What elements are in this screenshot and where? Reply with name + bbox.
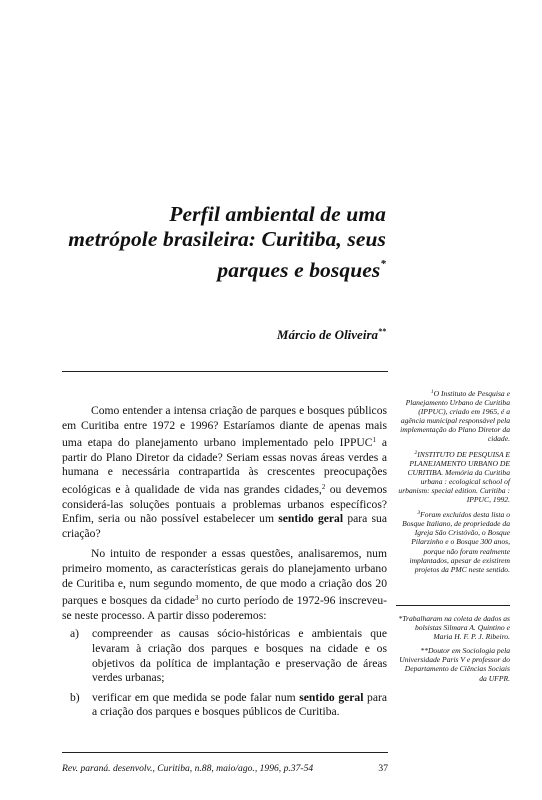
p1-text-b: a partir do Plano Diretor da cidade? Seriam essas novas áreas verdes a humana e necessária contrapartida às crescentes preocupações ecológicas e à qualidade de vida nas grandes cidades, bbox=[62, 436, 388, 496]
author-note-2: **Doutor em Sociologia pela Universidade Paris V e professor do Departamento de Ciências Sociais da UFPR. bbox=[399, 646, 510, 683]
paragraph-2 bbox=[62, 547, 387, 623]
journal-citation: Rev. paraná. desenvolv., Curitiba, n.88, maio/ago., 1996, p.37-54 bbox=[62, 763, 314, 774]
page-footer bbox=[62, 763, 388, 774]
objectives-list bbox=[62, 627, 387, 720]
footer-rule bbox=[62, 752, 388, 753]
author-note-1: *Trabalharam na coleta de dados as bolsistas Silmara A. Quintino e Maria H. F. P. J. Ribeiro. bbox=[398, 614, 510, 642]
page-number: 37 bbox=[378, 763, 388, 774]
footnote-number: 1 bbox=[430, 389, 434, 395]
footnote-1 bbox=[396, 388, 510, 444]
title-line-3 bbox=[46, 252, 386, 283]
footnote-ref-1: 1 bbox=[372, 436, 377, 445]
footnote-ref-3: 3 bbox=[194, 594, 199, 603]
p2-text-b: no curto período de 1972-96 inscreveu-se neste processo. A partir disso poderemos: bbox=[62, 594, 387, 622]
author-footnote-mark: ** bbox=[378, 327, 386, 336]
list-item-text: verificar em que medida se pode falar num bbox=[92, 690, 300, 704]
author-byline bbox=[136, 327, 386, 343]
title-line-3-text: parques e bosques bbox=[217, 258, 381, 282]
footnote-2 bbox=[396, 449, 510, 505]
title-line-2: metrópole brasileira: Curitiba, seus bbox=[68, 227, 386, 251]
margin-footnotes bbox=[396, 388, 510, 579]
p2-text-a: No intuito de responder a essas questões, analisaremos, num primeiro momento, as características gerais do planejamento urbano de Curitiba e, num segundo momento, de que modo a criação dos 20 parques e bosques da cidade bbox=[62, 547, 387, 608]
p1-text-c: ou devemos considerá-las soluções pontuais a problemas urbanos específicos? Enfim, seria ou não possível estabelecer um bbox=[62, 482, 387, 526]
footnote-text: O Instituto de Pesquisa e Planejamento Urbano de Curitiba (IPPUC), criado em 1965, é a agência municipal responsável pela implementação do Plano Diretor da cidade. bbox=[400, 389, 510, 444]
footnote-ref-2: 2 bbox=[321, 482, 326, 491]
body-text bbox=[62, 404, 387, 725]
article-title bbox=[46, 202, 386, 283]
footnote-text: INSTITUTO DE PESQUISA E PLANEJAMENTO URBANO DE CURITIBA. Memória da Curitiba urbana : ecological school of urbanism: special edition. Curitiba : IPPUC, 1992. bbox=[398, 449, 510, 505]
notes-divider bbox=[396, 605, 510, 606]
footnote-text: Foram excluídos desta lista o Bosque Italiano, de propriedade da Igreja São Cristóvão, o Bosque Pilarzinho e o Bosque 300 anos, porque não foram realmente implantados, apesar de existirem projetos da PMC neste sentido. bbox=[402, 510, 510, 574]
paragraph-1 bbox=[62, 404, 387, 541]
footnote-number: 3 bbox=[417, 510, 421, 517]
title-footnote-mark: * bbox=[380, 258, 386, 270]
list-item-text: compreender as causas sócio-históricas e ambientais que levaram à criação dos parques e bosques na cidade e os objetivos da política de implantação e preservação de áreas verdes urbanas; bbox=[92, 627, 387, 685]
author-name: Márcio de Oliveira bbox=[276, 327, 378, 342]
list-item-emphasis: sentido geral bbox=[299, 690, 364, 704]
p1-text-d: para sua criação? bbox=[62, 512, 387, 540]
body-top-rule bbox=[62, 371, 388, 372]
list-item bbox=[62, 691, 387, 720]
p1-text-a: Como entender a intensa criação de parques e bosques públicos em Curitiba entre 1972 e 1996? Estaríamos diante de apenas mais uma etapa do planejamento urbano implementado pelo IPPUC bbox=[62, 404, 387, 450]
list-item bbox=[62, 627, 387, 685]
p1-emphasis: sentido geral bbox=[278, 512, 344, 526]
list-item-label: b) bbox=[70, 690, 80, 704]
list-item-text-end: para a criação dos parques e bosques públicos de Curitiba. bbox=[92, 690, 387, 719]
footnote-3 bbox=[396, 509, 510, 574]
list-item-label: a) bbox=[70, 627, 80, 641]
author-notes bbox=[396, 614, 510, 688]
footnote-number: 2 bbox=[414, 449, 418, 456]
title-line-1: Perfil ambiental de uma bbox=[169, 202, 386, 226]
